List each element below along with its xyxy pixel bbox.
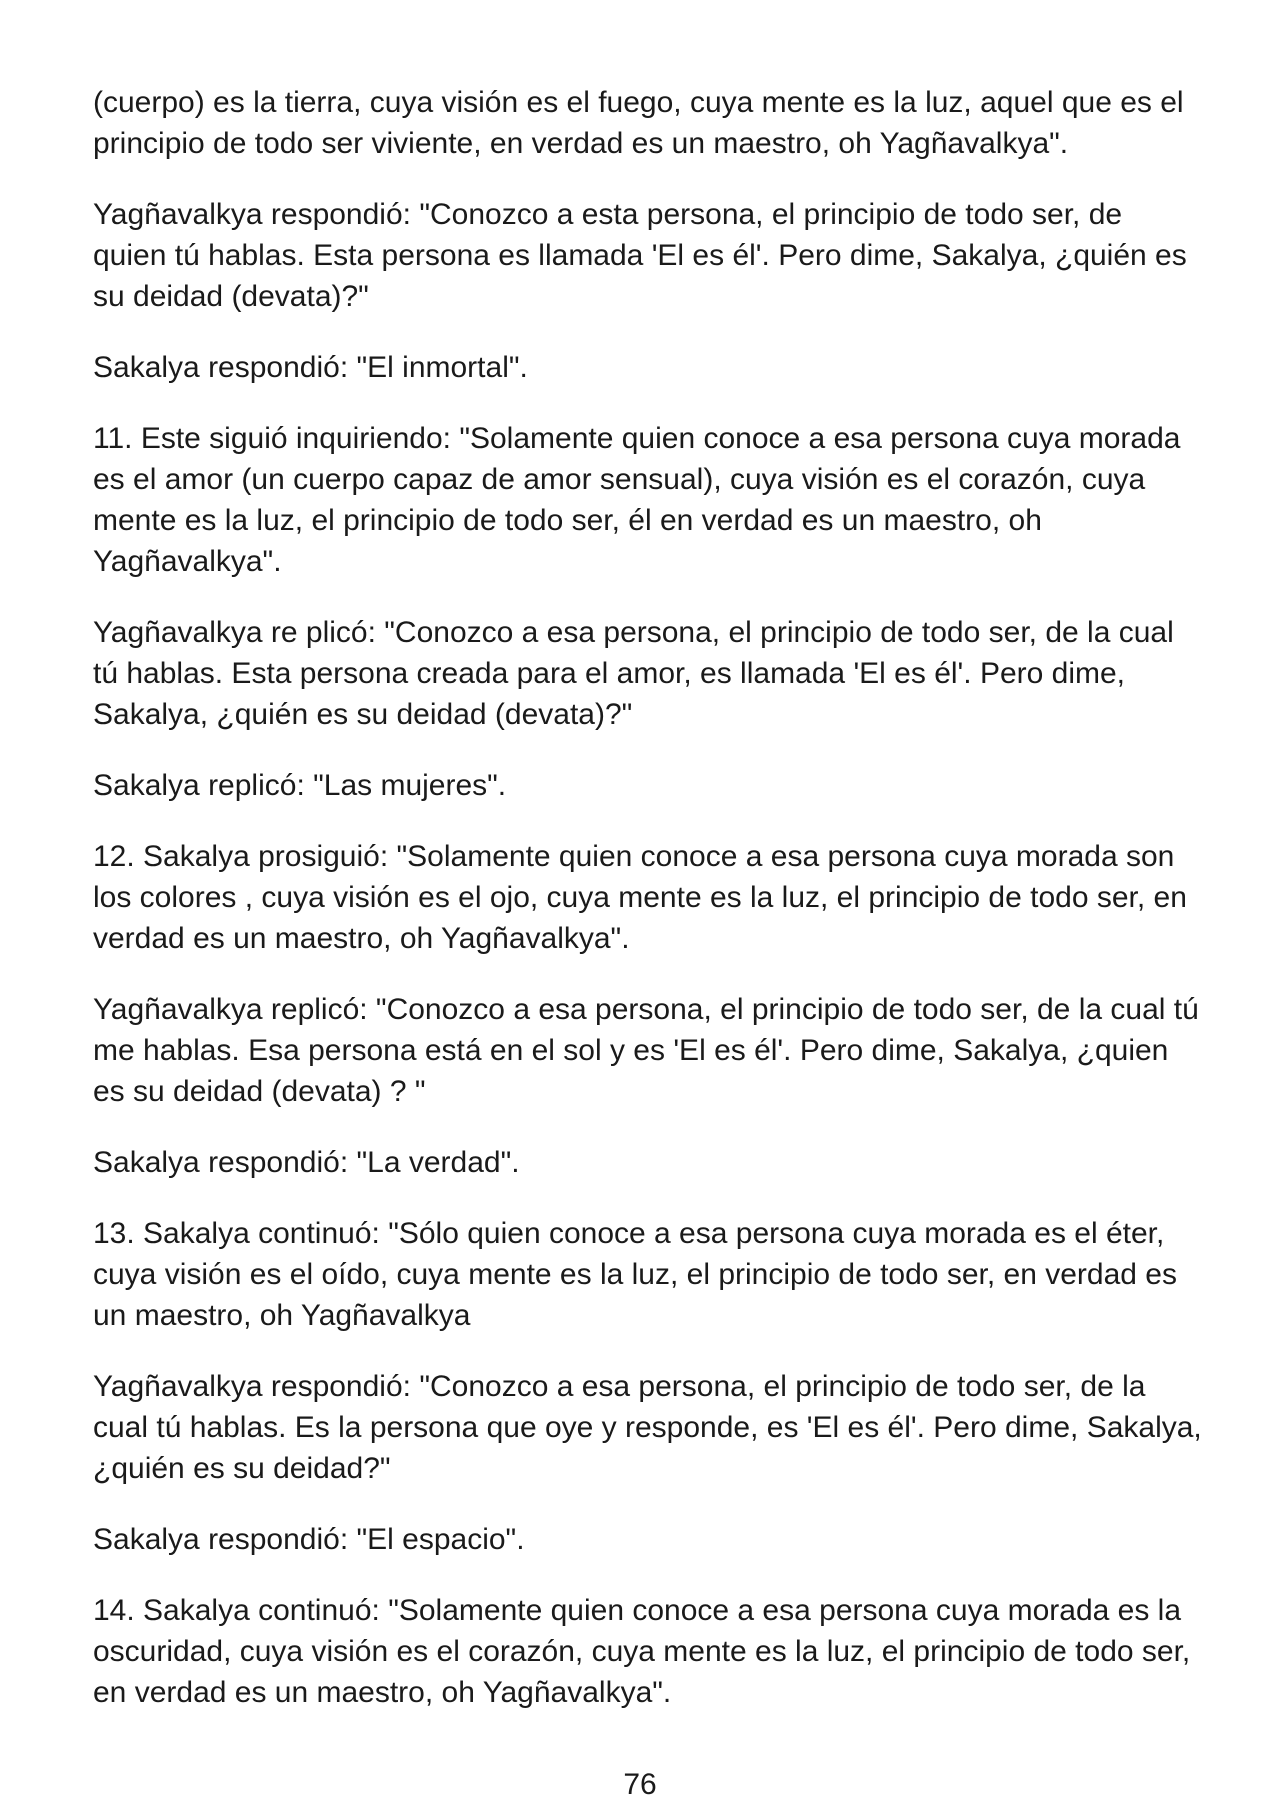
paragraph: Yagñavalkya re plicó: "Conozco a esa persona, el principio de todo ser, de la cual tú hablas. Esta persona creada para el amor, es llamada 'El es él'. Pero dime, Sakalya, ¿quién es su deidad (devata)?": [93, 616, 1174, 731]
paragraph: 11. Este siguió inquiriendo: "Solamente quien conoce a esa persona cuya morada es el amor (un cuerpo capaz de amor sensual), cuya visión es el corazón, cuya mente es la luz, el principio de todo ser, él en verdad es un maestro, oh Yagñavalkya".: [93, 422, 1181, 578]
paragraph: Yagñavalkya replicó: "Conozco a esa persona, el principio de todo ser, de la cual tú me hablas. Esa persona está en el sol y es 'El es él'. Pero dime, Sakalya, ¿quien es su deidad (devata) ? ": [93, 993, 1199, 1108]
paragraph: 14. Sakalya continuó: "Solamente quien conoce a esa persona cuya morada es la oscuridad, cuya visión es el corazón, cuya mente es la luz, el principio de todo ser, en verdad es un maestro, oh Yagñavalkya".: [93, 1594, 1191, 1709]
body-text: [93, 82, 1203, 1743]
paragraph: Sakalya respondió: "El espacio".: [93, 1523, 525, 1556]
paragraph: Sakalya replicó: "Las mujeres".: [93, 769, 507, 802]
paragraph: (cuerpo) es la tierra, cuya visión es el fuego, cuya mente es la luz, aquel que es el principio de todo ser viviente, en verdad es un maestro, oh Yagñavalkya".: [93, 86, 1184, 160]
paragraph: Sakalya respondió: "El inmortal".: [93, 351, 528, 384]
paragraph: Sakalya respondió: "La verdad".: [93, 1146, 520, 1179]
paragraph: 13. Sakalya continuó: "Sólo quien conoce a esa persona cuya morada es el éter, cuya visión es el oído, cuya mente es la luz, el principio de todo ser, en verdad es un maestro, oh Yagñavalkya: [93, 1217, 1177, 1332]
page-number: 76: [623, 1768, 657, 1801]
paragraph: Yagñavalkya respondió: "Conozco a esa persona, el principio de todo ser, de la cual tú hablas. Es la persona que oye y responde, es 'El es él'. Pero dime, Sakalya, ¿quién es su deidad?": [93, 1370, 1202, 1485]
paragraph: Yagñavalkya respondió: "Conozco a esta persona, el principio de todo ser, de quien tú hablas. Esta persona es llamada 'El es él'. Pero dime, Sakalya, ¿quién es su deidad (devata)?": [93, 198, 1187, 313]
paragraph: 12. Sakalya prosiguió: "Solamente quien conoce a esa persona cuya morada son los colores , cuya visión es el ojo, cuya mente es la luz, el principio de todo ser, en verdad es un maestro, oh Yagñavalkya".: [93, 840, 1187, 955]
